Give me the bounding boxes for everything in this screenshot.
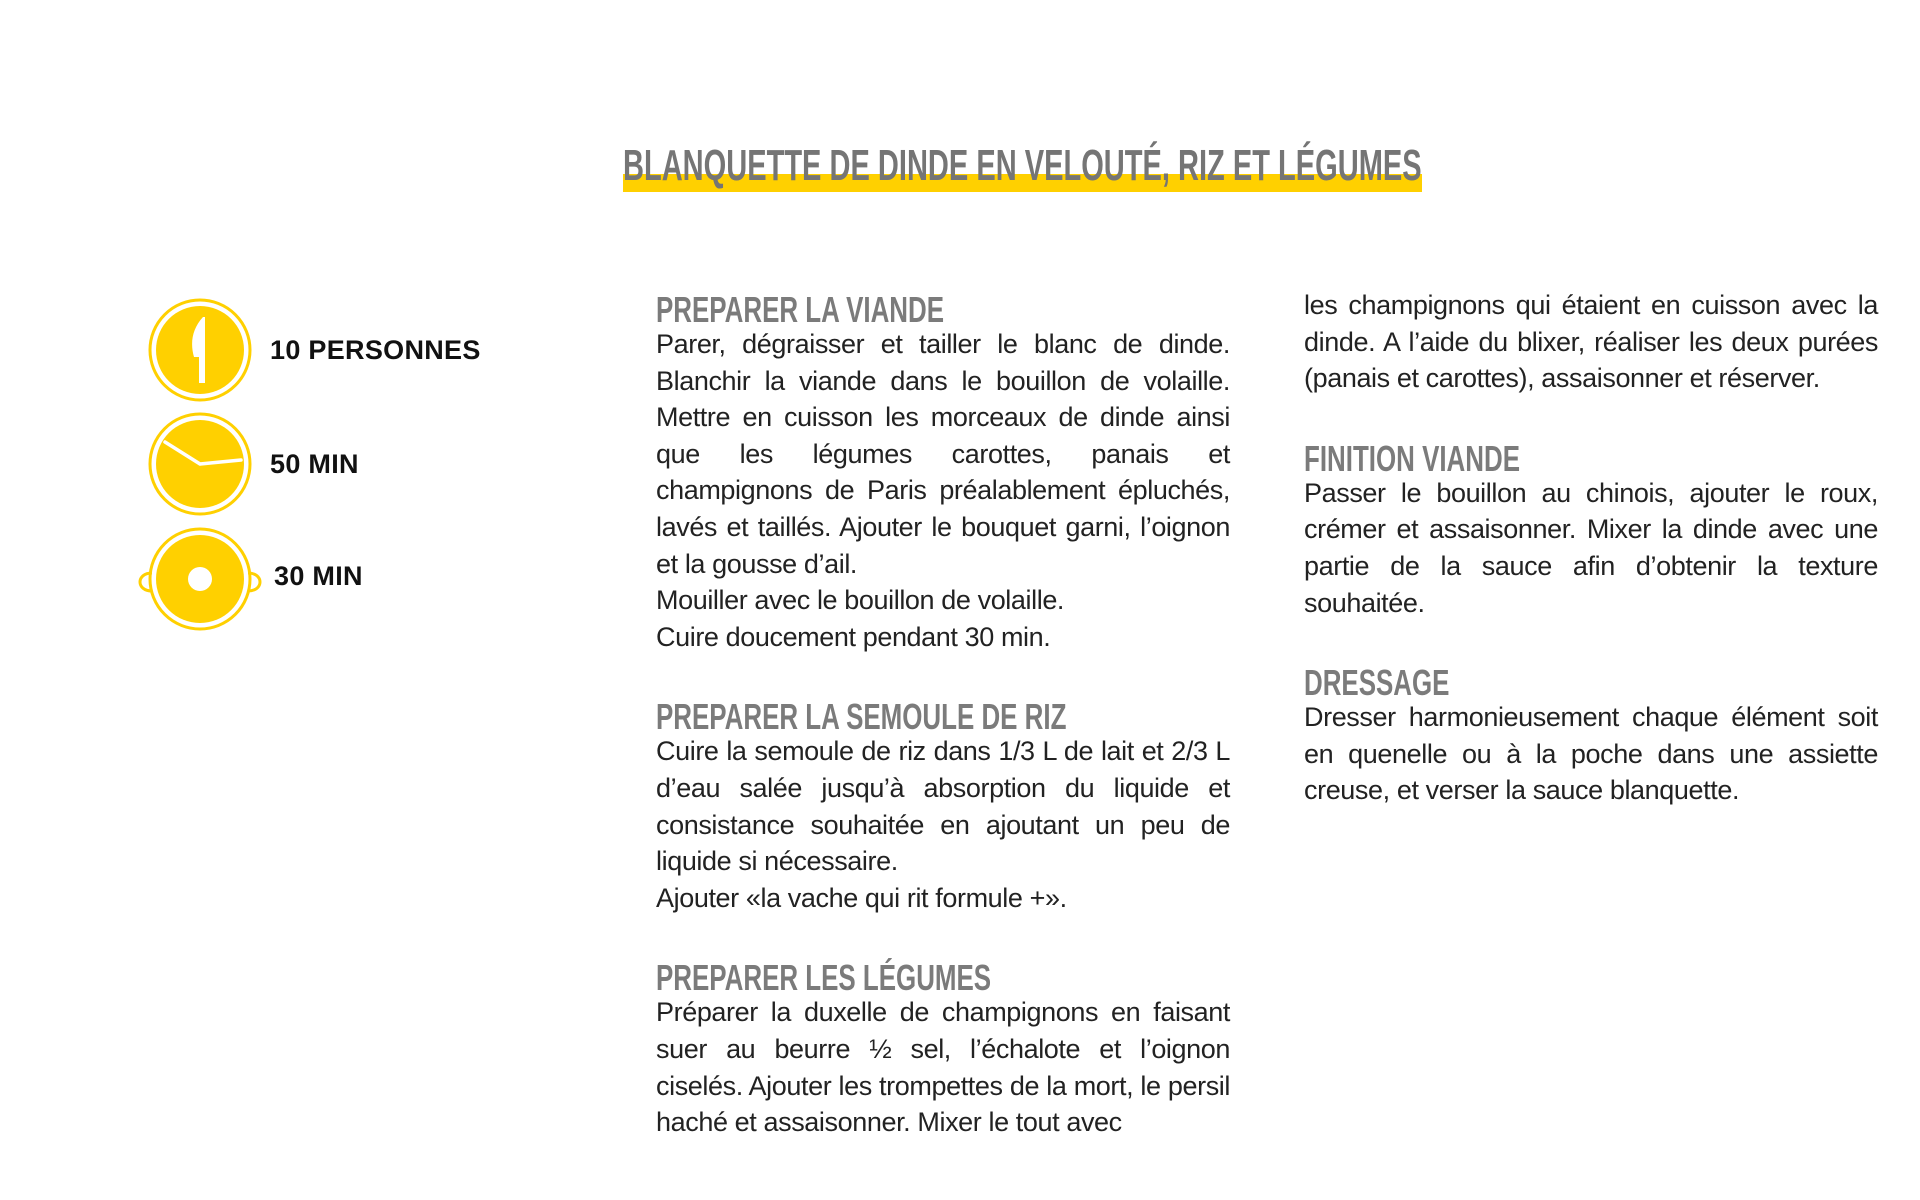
section-text: Cuire la semoule de riz dans 1/3 L de lait et 2/3 L d’eau salée jusqu’à absorption du liquide et consistance souhaitée en ajoutant un peu de liquide si nécessaire. Ajouter «la vache qui rit formule +». — [656, 736, 1230, 913]
section-title: DRESSAGE — [1304, 662, 1450, 704]
section-text: Passer le bouillon au chinois, ajouter le roux, crémer et assaisonner. Mixer la dinde avec une partie de la sauce afin d’obtenir la texture souhaitée. — [1304, 477, 1878, 618]
prep-time-row — [130, 404, 359, 524]
section-legumes — [656, 956, 1230, 1140]
servings-label: 10 PERSONNES — [270, 334, 481, 365]
section-finition — [1304, 437, 1878, 621]
section-text: Préparer la duxelle de champignons en faisant suer au beurre ½ sel, l’échalote et l’oignon ciselés. Ajouter les trompettes de la mort, le persil haché et assaisonner. Mixer le tout avec — [656, 997, 1230, 1138]
section-semoule — [656, 695, 1230, 916]
cook-time-label: 30 MIN — [274, 560, 363, 591]
section-text: Parer, dégraisser et tailler le blanc de dinde. Blanchir la viande dans le bouillon de volaille. Mettre en cuisson les morceaux de dinde ainsi que les légumes carottes, panais et champignons de Paris préalablement épluchés, lavés et taillés. Ajouter le bouquet garni, l’oignon et la gousse d’ail. Mouiller avec le bouillon de volaille. Cuire doucement pendant 30 min. — [656, 329, 1230, 652]
cook-time-row — [126, 516, 363, 636]
section-dressage — [1304, 661, 1878, 809]
section-title: PREPARER LA VIANDE — [656, 289, 945, 330]
section-title: FINITION VIANDE — [1304, 437, 1521, 479]
section-text: Dresser harmonieusement chaque élément soit en quenelle ou à la poche dans une assiette creuse, et verser la sauce blanquette. — [1304, 702, 1878, 806]
recipe-title: BLANQUETTE DE DINDE EN VELOUTÉ, RIZ ET LÉGUMES — [623, 141, 1422, 190]
pot-icon — [126, 516, 274, 636]
knife-plate-icon — [130, 290, 270, 410]
section-viande — [656, 288, 1230, 655]
steps-column-left — [656, 288, 1230, 1181]
prep-time-label: 50 MIN — [270, 448, 359, 479]
clock-icon — [130, 404, 270, 524]
servings-row — [130, 290, 481, 410]
steps-column-right — [1304, 287, 1878, 849]
section-title: PREPARER LES LÉGUMES — [656, 957, 992, 999]
section-text: les champignons qui étaient en cuisson avec la dinde. A l’aide du blixer, réaliser les deux purées (panais et carottes), assaisonner et réserver. — [1304, 290, 1878, 394]
recipe-title-block — [623, 138, 1422, 194]
section-legumes-continued — [1304, 287, 1878, 397]
section-title: PREPARER LA SEMOULE DE RIZ — [656, 696, 1067, 738]
